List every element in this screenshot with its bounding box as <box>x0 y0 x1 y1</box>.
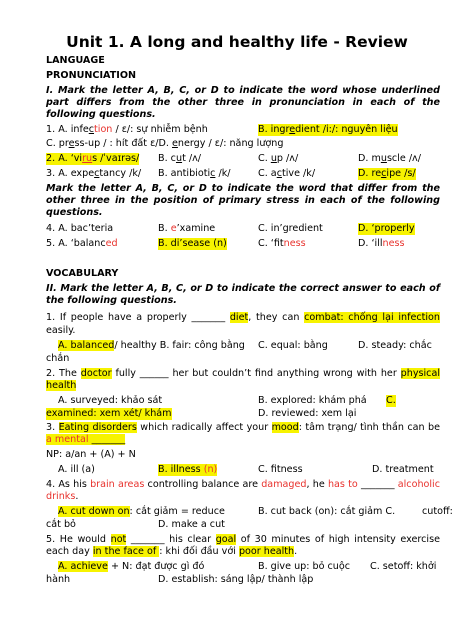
highlighted-answer: C. <box>386 395 396 406</box>
section-heading-vocabulary: VOCABULARY <box>46 268 119 279</box>
vocab-question-1: 1. If people have a properly _______ diet, they can combat: chống lại infection <box>46 312 440 323</box>
instruction-line: questions. <box>46 207 103 218</box>
instruction-line: other three in the position of primary stress in each of the following <box>46 195 440 206</box>
instruction-line: following questions. <box>46 109 156 120</box>
vocab-question-3-note: NP: a/an + (A) + N <box>46 449 136 460</box>
instruction-line: Mark the letter A, B, C, or D to indicate the word that differ from the <box>46 183 440 194</box>
vocab-question-2-cont: health <box>46 380 77 391</box>
highlighted-answer: D. recipe /s/ <box>358 168 416 179</box>
highlighted-answer: A. achieve <box>58 561 108 572</box>
instruction-line: part differs from the other three in pronunciation in each of the <box>46 97 440 108</box>
vocab-question-2: 2. The doctor fully ______ her but couldn’t find anything wrong with her physical <box>46 368 440 379</box>
section-heading-pronunciation: PRONUNCIATION <box>46 70 137 81</box>
vocab-question-4: 4. As his brain areas controlling balance are damaged, he has to _______ alcoholic <box>46 479 440 490</box>
vocab-question-5: 5. He would not _______ his clear goal of 30 minutes of high intensity exercise <box>46 534 440 545</box>
highlighted-answer: A. balanced <box>58 340 115 351</box>
highlighted-answer: B. ingredient /i:/: nguyên liệu <box>258 124 398 135</box>
vocab-question-4-cont: drinks. <box>46 491 79 502</box>
vocab-question-1-cont: easily. <box>46 325 76 336</box>
vocab-question-1-options-cont: chắn <box>46 353 70 364</box>
highlighted-answer: D. ‘properly <box>358 223 415 234</box>
highlighted-answer: B. di’sease (n) <box>158 238 227 249</box>
document-page: Unit 1. A long and healthy life - Review LANGUAGE PRONUNCIATION I. Mark the letter A, B, C, or D to indicate the word whose underlined part differs from the other three in pronunciation in each of the following questions. 1. A. infection / ɛ/: sự nhiễm bệnh B. ingredient /i:/: nguyên liệu C. press-up / : hít đất ɛ/D. energy / ɛ/: năng lượng 2. A. ‘virus /ˈvaɪrəs/ B. cut /ʌ/ C. up /ʌ/ D. muscle /ʌ/ 3. A. expectancy /k/ B. antibiotic /k/ C. active /k/ D. recipe /s/ Mark the letter A, B, C, or D to indicate the word that differ from the other three in the position of primary stress in each of the following questions. 4. A. bac’teria B. e’xamine C. in’gredient D. ‘properly 5. A. ‘balanced B. di’sease (n) C. ‘fitness D. ‘illness VOCABULARY II. Mark the letter A, B, C, or D to indicate the correct answer to each of the following questions. 1. If people have a properly _______ diet, they can combat: chống lại infection easily. A. balanced/ healthy B. fair: công bằng C. equal: bằng D. steady: chắc chắn 2. The doctor fully ______ her but couldn’t find anything wrong with her physical health A. surveyed: khảo sát B. explored: khám phá C. examined: xem xét/ khám D. reviewed: xem lại 3. Eating disorders which radically affect your mood: tâm trạng/ tình thần can be a mental _______ NP: a/an + (A) + N A. ill (a) B. illness (n) C. fitness D. treatment 4. As his brain areas controlling balance are damaged, he has to _______ alcoholic drinks. A. cut down on: cắt giảm = reduce B. cut back (on): cắt giảm C. cutoff: cắt bỏ D. make a cut 5. He would not _______ his clear goal of 30 minutes of high intensity exercise each day in the face of : khi đối đầu với poor health. A. achieve + N: đạt được gì đó B. give up: bỏ cuộc C. setoff: khởi hành D. establish: sáng lập/ thành lập <box>0 0 474 632</box>
section-heading-language: LANGUAGE <box>46 55 105 66</box>
highlighted-answer: B. illness (n) <box>158 464 218 475</box>
document-title: Unit 1. A long and healthy life - Review <box>66 33 408 51</box>
vocab-question-5-cont: each day in the face of : khi đối đầu với poor health. <box>46 546 298 557</box>
highlighted-answer: 2. A. ‘virus /ˈvaɪrəs/ <box>46 153 140 164</box>
highlighted-answer: A. cut down on <box>58 506 130 517</box>
vocab-question-3: 3. Eating disorders which radically affect your mood: tâm trạng/ tình thần can be <box>46 422 441 433</box>
instruction-line: II. Mark the letter A, B, C, or D to indicate the correct answer to each of <box>46 283 440 294</box>
instruction-line: the following questions. <box>46 295 177 306</box>
vocab-question-3-cont: a mental _______ <box>46 434 126 445</box>
highlighted-answer: examined: xem xét/ khám <box>46 408 172 419</box>
instruction-line: I. Mark the letter A, B, C, or D to indicate the word whose underlined <box>46 85 440 96</box>
